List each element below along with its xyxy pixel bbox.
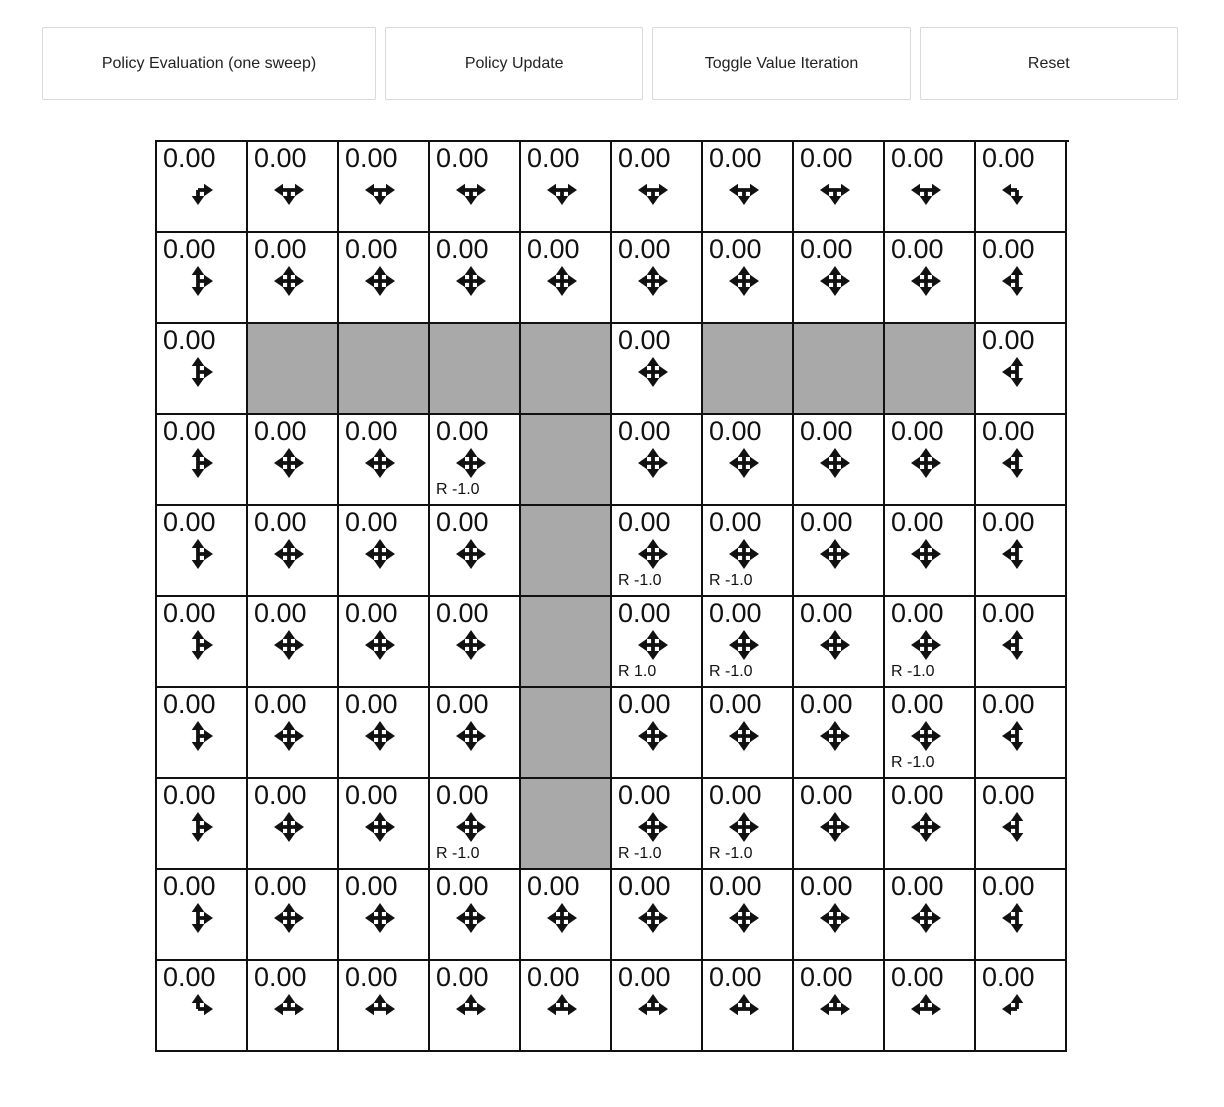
policy-arrows-icon — [272, 628, 306, 662]
state-value: 0.00 — [982, 325, 1035, 355]
wall-cell — [521, 415, 612, 506]
state-cell — [248, 779, 339, 870]
policy-arrows-icon — [818, 901, 852, 935]
state-cell — [703, 506, 794, 597]
policy-arrows-icon — [454, 992, 488, 1026]
state-cell — [976, 233, 1067, 324]
state-value: 0.00 — [982, 780, 1035, 810]
state-value: 0.00 — [709, 416, 762, 446]
state-value: 0.00 — [800, 689, 853, 719]
policy-arrows-icon — [727, 446, 761, 480]
wall-cell — [248, 324, 339, 415]
state-value: 0.00 — [436, 871, 489, 901]
state-cell — [157, 324, 248, 415]
policy-arrows-icon — [454, 719, 488, 753]
policy-arrows-icon — [818, 719, 852, 753]
state-value: 0.00 — [618, 143, 671, 173]
policy-arrows-icon — [727, 537, 761, 571]
state-cell — [976, 961, 1067, 1052]
state-cell — [339, 870, 430, 961]
state-cell — [976, 870, 1067, 961]
state-cell — [339, 961, 430, 1052]
policy-arrows-icon — [636, 810, 670, 844]
state-value: 0.00 — [982, 871, 1035, 901]
policy-arrows-icon — [363, 719, 397, 753]
state-value: 0.00 — [163, 234, 216, 264]
policy-arrows-icon — [727, 719, 761, 753]
state-value: 0.00 — [618, 689, 671, 719]
state-cell — [612, 597, 703, 688]
policy-arrows-icon — [1000, 901, 1034, 935]
policy-arrows-icon — [909, 537, 943, 571]
state-value: 0.00 — [163, 416, 216, 446]
policy-arrows-icon — [181, 992, 215, 1026]
state-value: 0.00 — [436, 507, 489, 537]
policy-arrows-icon — [636, 628, 670, 662]
state-value: 0.00 — [254, 598, 307, 628]
toolbar — [42, 27, 1178, 100]
wall-cell — [521, 779, 612, 870]
policy-arrows-icon — [454, 537, 488, 571]
policy-arrows-icon — [909, 173, 943, 207]
policy-arrows-icon — [636, 992, 670, 1026]
policy-arrows-icon — [727, 264, 761, 298]
policy-arrows-icon — [727, 173, 761, 207]
state-value: 0.00 — [345, 598, 398, 628]
policy-arrows-icon — [454, 264, 488, 298]
policy-arrows-icon — [1000, 719, 1034, 753]
policy-arrows-icon — [181, 719, 215, 753]
state-cell — [339, 142, 430, 233]
state-value: 0.00 — [345, 689, 398, 719]
state-value: 0.00 — [345, 234, 398, 264]
state-value: 0.00 — [800, 416, 853, 446]
state-cell — [612, 415, 703, 506]
policy-arrows-icon — [818, 810, 852, 844]
policy-arrows-icon — [272, 173, 306, 207]
state-cell — [430, 779, 521, 870]
state-cell — [703, 870, 794, 961]
state-cell — [521, 961, 612, 1052]
state-cell — [794, 688, 885, 779]
state-cell — [976, 506, 1067, 597]
wall-cell — [521, 506, 612, 597]
policy-arrows-icon — [272, 446, 306, 480]
state-cell — [339, 597, 430, 688]
policy-arrows-icon — [909, 628, 943, 662]
state-cell — [794, 597, 885, 688]
state-cell — [430, 870, 521, 961]
state-cell — [612, 506, 703, 597]
policy-arrows-icon — [363, 901, 397, 935]
state-value: 0.00 — [709, 962, 762, 992]
state-cell — [612, 961, 703, 1052]
policy-arrows-icon — [1000, 355, 1034, 389]
policy-arrows-icon — [1000, 446, 1034, 480]
state-cell — [612, 324, 703, 415]
state-value: 0.00 — [618, 325, 671, 355]
state-value: 0.00 — [254, 416, 307, 446]
state-value: 0.00 — [982, 143, 1035, 173]
state-value: 0.00 — [254, 689, 307, 719]
policy-arrows-icon — [272, 810, 306, 844]
policy-arrows-icon — [636, 537, 670, 571]
wall-cell — [339, 324, 430, 415]
policy-arrows-icon — [818, 264, 852, 298]
wall-cell — [703, 324, 794, 415]
state-cell — [248, 415, 339, 506]
state-cell — [612, 688, 703, 779]
state-cell — [430, 688, 521, 779]
reward-label: R -1.0 — [709, 663, 753, 680]
state-value: 0.00 — [254, 962, 307, 992]
state-value: 0.00 — [709, 234, 762, 264]
state-cell — [157, 506, 248, 597]
state-value: 0.00 — [436, 234, 489, 264]
state-value: 0.00 — [709, 598, 762, 628]
state-value: 0.00 — [436, 962, 489, 992]
policy-arrows-icon — [181, 446, 215, 480]
policy-arrows-icon — [1000, 810, 1034, 844]
state-cell — [885, 779, 976, 870]
state-cell — [885, 506, 976, 597]
state-cell — [521, 233, 612, 324]
state-value: 0.00 — [891, 143, 944, 173]
policy-arrows-icon — [818, 628, 852, 662]
reward-label: R -1.0 — [436, 845, 480, 862]
state-value: 0.00 — [709, 780, 762, 810]
state-cell — [157, 961, 248, 1052]
policy-arrows-icon — [181, 264, 215, 298]
reward-label: R 1.0 — [618, 663, 657, 680]
toggle-value-iteration-button[interactable]: Toggle Value Iteration — [652, 27, 910, 100]
state-cell — [976, 415, 1067, 506]
state-value: 0.00 — [163, 871, 216, 901]
state-cell — [703, 961, 794, 1052]
policy-arrows-icon — [363, 537, 397, 571]
policy-arrows-icon — [545, 992, 579, 1026]
state-cell — [157, 597, 248, 688]
state-cell — [248, 688, 339, 779]
state-cell — [339, 233, 430, 324]
state-value: 0.00 — [800, 962, 853, 992]
state-value: 0.00 — [618, 598, 671, 628]
state-cell — [703, 688, 794, 779]
state-value: 0.00 — [709, 143, 762, 173]
state-cell — [703, 142, 794, 233]
state-value: 0.00 — [709, 689, 762, 719]
state-cell — [885, 597, 976, 688]
state-cell — [157, 779, 248, 870]
state-cell — [339, 415, 430, 506]
state-value: 0.00 — [163, 689, 216, 719]
state-cell — [248, 870, 339, 961]
state-cell — [430, 233, 521, 324]
policy-arrows-icon — [727, 901, 761, 935]
state-cell — [339, 779, 430, 870]
state-cell — [248, 506, 339, 597]
policy-arrows-icon — [363, 628, 397, 662]
state-value: 0.00 — [345, 962, 398, 992]
reward-label: R -1.0 — [709, 845, 753, 862]
state-value: 0.00 — [163, 962, 216, 992]
state-value: 0.00 — [982, 689, 1035, 719]
state-cell — [794, 870, 885, 961]
state-value: 0.00 — [982, 962, 1035, 992]
state-value: 0.00 — [982, 598, 1035, 628]
state-value: 0.00 — [800, 780, 853, 810]
state-cell — [794, 415, 885, 506]
policy-arrows-icon — [181, 628, 215, 662]
policy-arrows-icon — [363, 810, 397, 844]
policy-arrows-icon — [545, 173, 579, 207]
state-cell — [976, 597, 1067, 688]
state-cell — [885, 688, 976, 779]
state-value: 0.00 — [891, 234, 944, 264]
state-value: 0.00 — [982, 234, 1035, 264]
state-value: 0.00 — [163, 598, 216, 628]
state-value: 0.00 — [891, 871, 944, 901]
state-cell — [703, 415, 794, 506]
state-value: 0.00 — [891, 689, 944, 719]
state-value: 0.00 — [436, 416, 489, 446]
state-cell — [339, 688, 430, 779]
policy-arrows-icon — [454, 173, 488, 207]
policy-arrows-icon — [818, 173, 852, 207]
state-cell — [885, 961, 976, 1052]
policy-arrows-icon — [181, 810, 215, 844]
state-cell — [885, 870, 976, 961]
policy-arrows-icon — [727, 628, 761, 662]
state-value: 0.00 — [254, 780, 307, 810]
policy-arrows-icon — [636, 173, 670, 207]
state-cell — [521, 142, 612, 233]
policy-update-button[interactable]: Policy Update — [385, 27, 643, 100]
state-value: 0.00 — [163, 780, 216, 810]
state-value: 0.00 — [345, 871, 398, 901]
state-cell — [430, 415, 521, 506]
policy-arrows-icon — [909, 264, 943, 298]
policy-arrows-icon — [1000, 173, 1034, 207]
state-value: 0.00 — [709, 507, 762, 537]
state-cell — [157, 688, 248, 779]
state-value: 0.00 — [709, 871, 762, 901]
state-value: 0.00 — [436, 598, 489, 628]
state-cell — [521, 870, 612, 961]
state-value: 0.00 — [800, 598, 853, 628]
policy-arrows-icon — [363, 446, 397, 480]
state-value: 0.00 — [527, 143, 580, 173]
policy-arrows-icon — [454, 628, 488, 662]
state-cell — [794, 233, 885, 324]
state-cell — [976, 324, 1067, 415]
policy-arrows-icon — [454, 901, 488, 935]
state-value: 0.00 — [436, 780, 489, 810]
policy-arrows-icon — [909, 992, 943, 1026]
policy-arrows-icon — [272, 719, 306, 753]
policy-arrows-icon — [727, 992, 761, 1026]
state-value: 0.00 — [891, 780, 944, 810]
state-value: 0.00 — [254, 143, 307, 173]
wall-cell — [430, 324, 521, 415]
state-cell — [703, 597, 794, 688]
state-value: 0.00 — [527, 234, 580, 264]
state-value: 0.00 — [345, 416, 398, 446]
state-value: 0.00 — [891, 962, 944, 992]
state-value: 0.00 — [254, 234, 307, 264]
state-cell — [885, 142, 976, 233]
policy-arrows-icon — [636, 719, 670, 753]
policy-arrows-icon — [272, 901, 306, 935]
state-value: 0.00 — [982, 416, 1035, 446]
state-cell — [612, 233, 703, 324]
reward-label: R -1.0 — [709, 572, 753, 589]
state-cell — [612, 870, 703, 961]
policy-arrows-icon — [636, 446, 670, 480]
state-cell — [248, 233, 339, 324]
state-value: 0.00 — [982, 507, 1035, 537]
policy-arrows-icon — [363, 173, 397, 207]
reward-label: R -1.0 — [618, 572, 662, 589]
state-value: 0.00 — [527, 962, 580, 992]
state-cell — [612, 779, 703, 870]
state-cell — [430, 961, 521, 1052]
state-cell — [157, 415, 248, 506]
state-cell — [612, 142, 703, 233]
state-cell — [157, 870, 248, 961]
policy-arrows-icon — [909, 719, 943, 753]
state-cell — [794, 506, 885, 597]
state-value: 0.00 — [618, 962, 671, 992]
reward-label: R -1.0 — [891, 754, 935, 771]
state-value: 0.00 — [163, 507, 216, 537]
reset-button[interactable]: Reset — [920, 27, 1178, 100]
state-cell — [157, 233, 248, 324]
policy-arrows-icon — [818, 537, 852, 571]
policy-arrows-icon — [818, 992, 852, 1026]
policy-arrows-icon — [181, 355, 215, 389]
state-cell — [339, 506, 430, 597]
wall-cell — [521, 597, 612, 688]
wall-cell — [794, 324, 885, 415]
policy-arrows-icon — [454, 810, 488, 844]
policy-arrows-icon — [1000, 537, 1034, 571]
policy-arrows-icon — [363, 264, 397, 298]
policy-arrows-icon — [636, 264, 670, 298]
wall-cell — [885, 324, 976, 415]
policy-arrows-icon — [272, 264, 306, 298]
policy-arrows-icon — [181, 537, 215, 571]
state-value: 0.00 — [800, 871, 853, 901]
policy-arrows-icon — [636, 901, 670, 935]
state-cell — [794, 142, 885, 233]
state-value: 0.00 — [618, 234, 671, 264]
state-value: 0.00 — [163, 143, 216, 173]
reward-label: R -1.0 — [436, 481, 480, 498]
state-value: 0.00 — [436, 143, 489, 173]
state-cell — [430, 506, 521, 597]
state-value: 0.00 — [891, 416, 944, 446]
state-value: 0.00 — [618, 871, 671, 901]
reward-label: R -1.0 — [891, 663, 935, 680]
wall-cell — [521, 688, 612, 779]
state-value: 0.00 — [254, 507, 307, 537]
policy-arrows-icon — [727, 810, 761, 844]
policy-arrows-icon — [272, 537, 306, 571]
policy-arrows-icon — [818, 446, 852, 480]
policy-arrows-icon — [181, 901, 215, 935]
policy-evaluation-button[interactable]: Policy Evaluation (one sweep) — [42, 27, 376, 100]
state-value: 0.00 — [345, 143, 398, 173]
policy-arrows-icon — [363, 992, 397, 1026]
state-value: 0.00 — [618, 780, 671, 810]
policy-arrows-icon — [909, 446, 943, 480]
state-cell — [157, 142, 248, 233]
wall-cell — [521, 324, 612, 415]
state-cell — [885, 415, 976, 506]
state-cell — [248, 597, 339, 688]
state-cell — [703, 779, 794, 870]
state-cell — [976, 779, 1067, 870]
state-value: 0.00 — [800, 143, 853, 173]
state-cell — [794, 961, 885, 1052]
policy-arrows-icon — [181, 173, 215, 207]
state-cell — [248, 142, 339, 233]
policy-arrows-icon — [272, 992, 306, 1026]
state-value: 0.00 — [345, 507, 398, 537]
state-cell — [430, 597, 521, 688]
state-value: 0.00 — [800, 234, 853, 264]
policy-arrows-icon — [1000, 628, 1034, 662]
state-value: 0.00 — [618, 507, 671, 537]
state-value: 0.00 — [618, 416, 671, 446]
state-value: 0.00 — [254, 871, 307, 901]
state-value: 0.00 — [436, 689, 489, 719]
state-cell — [248, 961, 339, 1052]
policy-arrows-icon — [454, 446, 488, 480]
policy-arrows-icon — [1000, 264, 1034, 298]
policy-arrows-icon — [636, 355, 670, 389]
state-cell — [976, 142, 1067, 233]
gridworld-grid — [155, 140, 1069, 1052]
policy-arrows-icon — [545, 901, 579, 935]
policy-arrows-icon — [909, 901, 943, 935]
state-cell — [794, 779, 885, 870]
state-value: 0.00 — [345, 780, 398, 810]
policy-arrows-icon — [909, 810, 943, 844]
state-value: 0.00 — [163, 325, 216, 355]
policy-arrows-icon — [1000, 992, 1034, 1026]
state-value: 0.00 — [891, 507, 944, 537]
policy-arrows-icon — [545, 264, 579, 298]
reward-label: R -1.0 — [618, 845, 662, 862]
state-cell — [430, 142, 521, 233]
state-cell — [885, 233, 976, 324]
state-value: 0.00 — [527, 871, 580, 901]
state-value: 0.00 — [891, 598, 944, 628]
state-cell — [703, 233, 794, 324]
state-cell — [976, 688, 1067, 779]
state-value: 0.00 — [800, 507, 853, 537]
